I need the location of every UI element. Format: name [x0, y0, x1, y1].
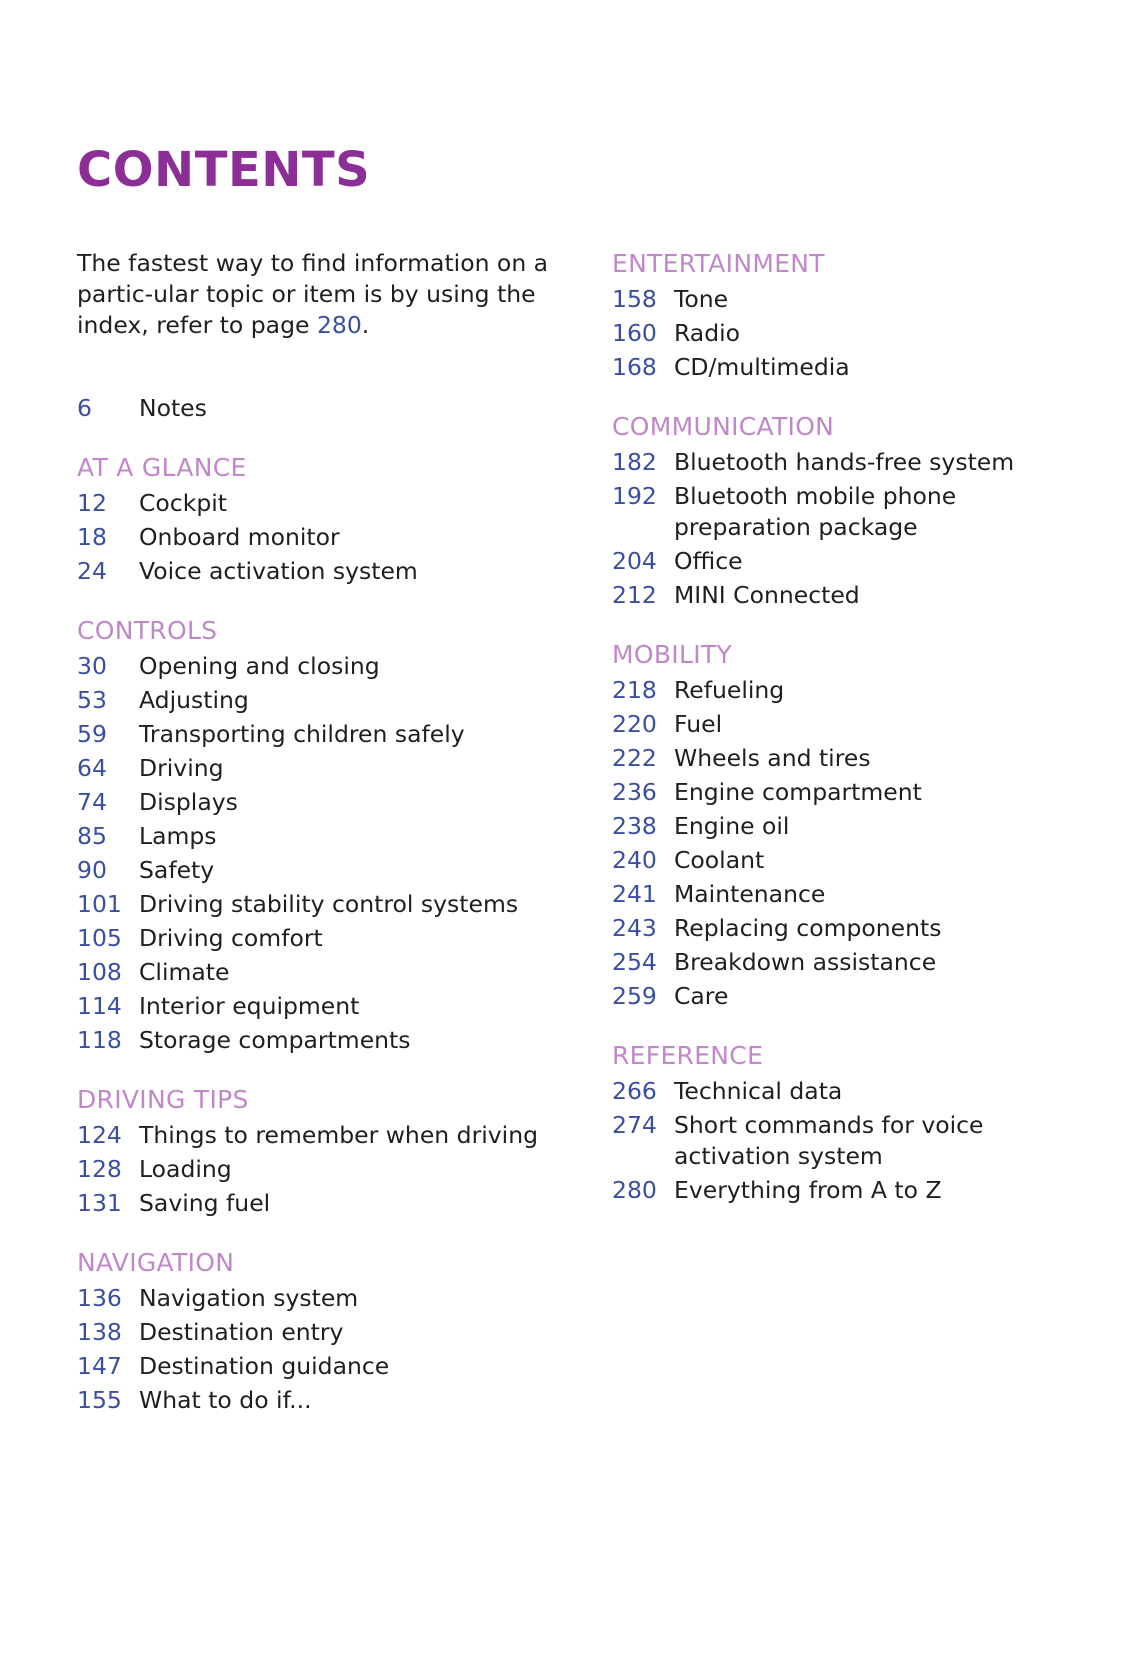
section-reference	[612, 1040, 1082, 1206]
toc-page-number[interactable]: 136	[77, 1284, 122, 1312]
toc-entry-label[interactable]: Transporting children safely	[139, 720, 465, 748]
toc-entry-engine-oil[interactable]	[612, 811, 1082, 842]
toc-entry-label[interactable]: Refueling	[674, 676, 785, 704]
toc-page-number[interactable]: 18	[77, 523, 107, 551]
toc-entry-displays[interactable]	[77, 787, 572, 818]
toc-entry-voice-activation-system[interactable]	[77, 556, 572, 587]
toc-entry-tone[interactable]	[612, 284, 1082, 315]
toc-entry-label[interactable]: What to do if...	[139, 1386, 312, 1414]
toc-entry-refueling[interactable]	[612, 675, 1082, 706]
toc-entry-bluetooth-hands-free-system[interactable]	[612, 447, 1082, 478]
section-driving-tips	[77, 1084, 572, 1219]
toc-entry-label[interactable]: Cockpit	[139, 489, 227, 517]
toc-page-number[interactable]: 168	[612, 353, 657, 381]
toc-page-number[interactable]: 160	[612, 319, 657, 347]
toc-page-number[interactable]: 243	[612, 914, 657, 942]
toc-entry-label[interactable]: Radio	[674, 319, 741, 347]
toc-entry-driving-comfort[interactable]	[77, 923, 572, 954]
toc-entry-label[interactable]: Maintenance	[674, 880, 826, 908]
toc-entry-adjusting[interactable]	[77, 685, 572, 716]
toc-entry-engine-compartment[interactable]	[612, 777, 1082, 808]
toc-entry-label[interactable]: Notes	[139, 394, 207, 422]
toc-page-number[interactable]: 138	[77, 1318, 122, 1346]
toc-entry-label[interactable]: MINI Connected	[674, 581, 860, 609]
toc-entry-label[interactable]: Fuel	[674, 710, 723, 738]
toc-page-number[interactable]: 90	[77, 856, 107, 884]
toc-entry-cockpit[interactable]	[77, 488, 572, 519]
index-page-link[interactable]: 280	[316, 311, 362, 339]
toc-page-number[interactable]: 147	[77, 1352, 122, 1380]
toc-page-number[interactable]: 131	[77, 1189, 122, 1217]
section-heading: DRIVING TIPS	[77, 1085, 249, 1114]
toc-page-number[interactable]: 158	[612, 285, 657, 313]
toc-entry-label[interactable]: Opening and closing	[139, 652, 380, 680]
toc-entry-label[interactable]: Bluetooth mobile phone preparation package	[674, 482, 957, 541]
toc-entry-navigation-system[interactable]	[77, 1283, 572, 1314]
toc-page-number[interactable]: 182	[612, 448, 657, 476]
toc-entry-label[interactable]: Climate	[139, 958, 230, 986]
toc-entry-things-to-remember-when-driving[interactable]	[77, 1120, 572, 1151]
toc-entry-label[interactable]: Things to remember when driving	[139, 1121, 539, 1149]
toc-entry-lamps[interactable]	[77, 821, 572, 852]
toc-entry-label[interactable]: Everything from A to Z	[674, 1176, 942, 1204]
section-heading: REFERENCE	[612, 1041, 764, 1070]
section-mobility	[612, 639, 1082, 1012]
toc-page-number[interactable]: 6	[77, 394, 92, 422]
toc-page-number[interactable]: 155	[77, 1386, 122, 1414]
toc-page-number[interactable]: 64	[77, 754, 107, 782]
toc-page-number[interactable]: 74	[77, 788, 107, 816]
toc-entry-label[interactable]: Interior equipment	[139, 992, 360, 1020]
toc-entry-bluetooth-mobile-phone-preparation-package[interactable]	[612, 481, 1082, 543]
intro-text: The fastest way to find information on a partic-ular topic or item is by using the index, refer to page	[77, 249, 549, 339]
toc-entry-storage-compartments[interactable]	[77, 1025, 572, 1056]
section-heading: MOBILITY	[612, 640, 733, 669]
toc-page-number[interactable]: 108	[77, 958, 122, 986]
toc-page-number[interactable]: 236	[612, 778, 657, 806]
toc-entry-label[interactable]: Destination guidance	[139, 1352, 390, 1380]
toc-entry-label[interactable]: Storage compartments	[139, 1026, 411, 1054]
toc-entry-wheels-and-tires[interactable]	[612, 743, 1082, 774]
section-navigation	[77, 1247, 572, 1416]
toc-entry-label[interactable]: CD/multimedia	[674, 353, 850, 381]
section-heading: AT A GLANCE	[77, 453, 247, 482]
toc-entry-label[interactable]: Onboard monitor	[139, 523, 340, 551]
toc-entry-maintenance[interactable]	[612, 879, 1082, 910]
toc-entry-label[interactable]: Breakdown assistance	[674, 948, 937, 976]
toc-entry-fuel[interactable]	[612, 709, 1082, 740]
toc-page-number[interactable]: 274	[612, 1111, 657, 1139]
toc-page-number[interactable]: 266	[612, 1077, 657, 1105]
toc-entry-label[interactable]: Replacing components	[674, 914, 942, 942]
top-entries	[77, 393, 572, 424]
toc-page-number[interactable]: 30	[77, 652, 107, 680]
toc-page-number[interactable]: 204	[612, 547, 657, 575]
toc-entry-label[interactable]: Technical data	[674, 1077, 843, 1105]
toc-entry-saving-fuel[interactable]	[77, 1188, 572, 1219]
toc-entry-label[interactable]: Engine compartment	[674, 778, 922, 806]
toc-page-number[interactable]: 192	[612, 482, 657, 510]
toc-entry-label[interactable]: Destination entry	[139, 1318, 344, 1346]
toc-entry-label[interactable]: Care	[674, 982, 729, 1010]
toc-page-number[interactable]: 240	[612, 846, 657, 874]
toc-entry-short-commands-for-voice-activation-system[interactable]	[612, 1110, 1082, 1172]
section-heading: ENTERTAINMENT	[612, 249, 825, 278]
toc-entry-safety[interactable]	[77, 855, 572, 886]
toc-page-number[interactable]: 105	[77, 924, 122, 952]
toc-page-number[interactable]: 280	[612, 1176, 657, 1204]
toc-entry-coolant[interactable]	[612, 845, 1082, 876]
toc-page-number[interactable]: 24	[77, 557, 107, 585]
toc-entry-destination-guidance[interactable]	[77, 1351, 572, 1382]
toc-page-number[interactable]: 59	[77, 720, 107, 748]
toc-entry-cd-multimedia[interactable]	[612, 352, 1082, 383]
right-sections	[612, 248, 1082, 1206]
toc-entry-everything-from-a-to-z[interactable]	[612, 1175, 1082, 1206]
toc-page-number[interactable]: 259	[612, 982, 657, 1010]
toc-entry-replacing-components[interactable]	[612, 913, 1082, 944]
toc-entry-office[interactable]	[612, 546, 1082, 577]
toc-page-number[interactable]: 53	[77, 686, 107, 714]
toc-entry-label[interactable]: Saving fuel	[139, 1189, 271, 1217]
toc-entry-mini-connected[interactable]	[612, 580, 1082, 611]
toc-page-number[interactable]: 220	[612, 710, 657, 738]
toc-entry-label[interactable]: Displays	[139, 788, 238, 816]
toc-entry-onboard-monitor[interactable]	[77, 522, 572, 553]
toc-page-number[interactable]: 128	[77, 1155, 122, 1183]
toc-page-number[interactable]: 118	[77, 1026, 122, 1054]
toc-entry-label[interactable]: Lamps	[139, 822, 217, 850]
toc-entry-label[interactable]: Driving stability control systems	[139, 890, 519, 918]
toc-entry-label[interactable]: Safety	[139, 856, 215, 884]
section-controls	[77, 615, 572, 1056]
toc-entry-label[interactable]: Tone	[674, 285, 729, 313]
toc-entry-label[interactable]: Driving comfort	[139, 924, 323, 952]
section-communication	[612, 411, 1082, 611]
section-heading: NAVIGATION	[77, 1248, 235, 1277]
left-sections	[77, 452, 572, 1416]
page-title: CONTENTS	[77, 142, 371, 198]
intro-end: .	[361, 311, 370, 339]
toc-entry-radio[interactable]	[612, 318, 1082, 349]
toc-entry-label[interactable]: Wheels and tires	[674, 744, 871, 772]
toc-entry-care[interactable]	[612, 981, 1082, 1012]
toc-entry-breakdown-assistance[interactable]	[612, 947, 1082, 978]
toc-page-number[interactable]: 85	[77, 822, 107, 850]
section-heading: COMMUNICATION	[612, 412, 835, 441]
section-at-a-glance	[77, 452, 572, 587]
contents-left-column	[77, 248, 572, 1444]
toc-entry-notes[interactable]	[77, 393, 572, 424]
toc-page-number[interactable]: 241	[612, 880, 657, 908]
toc-entry-label[interactable]: Driving	[139, 754, 224, 782]
intro-paragraph	[77, 248, 572, 341]
toc-entry-label[interactable]: Engine oil	[674, 812, 790, 840]
toc-page-number[interactable]: 12	[77, 489, 107, 517]
toc-page-number[interactable]: 222	[612, 744, 657, 772]
toc-entry-label[interactable]: Coolant	[674, 846, 765, 874]
toc-entry-loading[interactable]	[77, 1154, 572, 1185]
toc-page-number[interactable]: 218	[612, 676, 657, 704]
toc-page-number[interactable]: 114	[77, 992, 122, 1020]
toc-page-number[interactable]: 238	[612, 812, 657, 840]
toc-entry-what-to-do-if[interactable]	[77, 1385, 572, 1416]
contents-right-column	[612, 248, 1082, 1234]
toc-entry-label[interactable]: Navigation system	[139, 1284, 359, 1312]
toc-entry-destination-entry[interactable]	[77, 1317, 572, 1348]
toc-entry-climate[interactable]	[77, 957, 572, 988]
toc-entry-technical-data[interactable]	[612, 1076, 1082, 1107]
toc-entry-driving[interactable]	[77, 753, 572, 784]
toc-entry-transporting-children-safely[interactable]	[77, 719, 572, 750]
toc-page-number[interactable]: 124	[77, 1121, 122, 1149]
toc-entry-label[interactable]: Bluetooth hands-free system	[674, 448, 1015, 476]
toc-page-number[interactable]: 254	[612, 948, 657, 976]
toc-entry-label[interactable]: Office	[674, 547, 743, 575]
section-entertainment	[612, 248, 1082, 383]
toc-entry-label[interactable]: Adjusting	[139, 686, 249, 714]
toc-entry-label[interactable]: Short commands for voice activation system	[674, 1111, 984, 1170]
toc-entry-label[interactable]: Loading	[139, 1155, 232, 1183]
toc-entry-label[interactable]: Voice activation system	[139, 557, 418, 585]
toc-entry-opening-and-closing[interactable]	[77, 651, 572, 682]
toc-entry-driving-stability-control-systems[interactable]	[77, 889, 572, 920]
toc-page-number[interactable]: 212	[612, 581, 657, 609]
section-heading: CONTROLS	[77, 616, 218, 645]
toc-page-number[interactable]: 101	[77, 890, 122, 918]
toc-entry-interior-equipment[interactable]	[77, 991, 572, 1022]
